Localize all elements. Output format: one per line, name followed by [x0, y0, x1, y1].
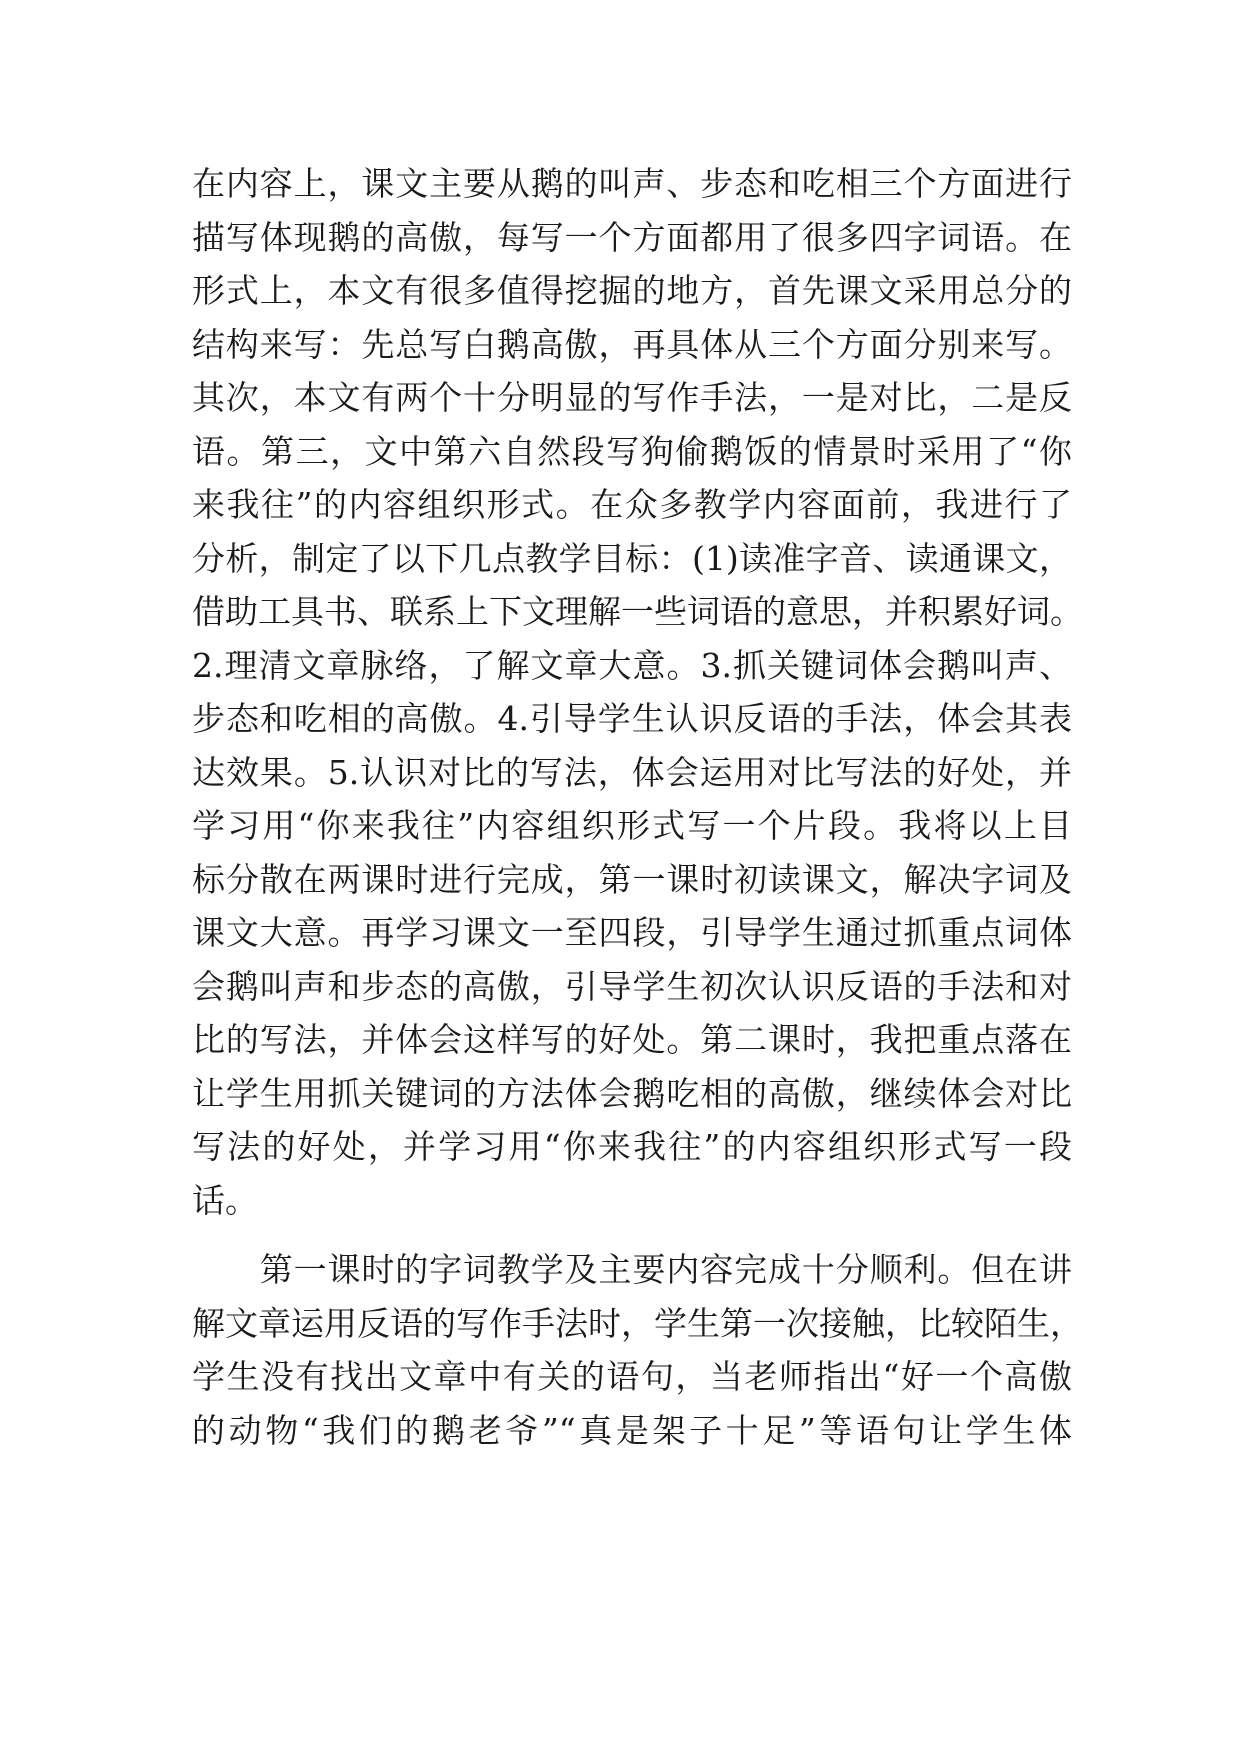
text-line: 让学生用抓关键词的方法体会鹅吃相的高傲，继续体会对比: [192, 1073, 1072, 1113]
text-line: 其次，本文有两个十分明显的写作手法，一是对比，二是反: [192, 378, 1072, 417]
paragraph-gap: [192, 1227, 1072, 1243]
text-line: 描写体现鹅的高傲，每写一个方面都用了很多四字词语。在: [192, 217, 1072, 257]
text-line: 学习用“你来我往”内容组织形式写一个片段。我将以上目: [192, 806, 1072, 845]
text-line: 借助工具书、联系上下文理解一些词语的意思，并积累好词。: [192, 592, 1083, 631]
text-line: 课文大意。再学习课文一至四段，引导学生通过抓重点词体: [192, 913, 1072, 952]
text-line: 来我往”的内容组织形式。在众多教学内容面前，我进行了: [192, 485, 1072, 524]
text-line: 标分散在两课时进行完成，第一课时初读课文，解决字词及: [192, 859, 1072, 899]
text-line: 的动物“我们的鹅老爷”“真是架子十足”等语句让学生体: [192, 1410, 1072, 1450]
body-text: [192, 157, 1083, 1457]
text-line: 会鹅叫声和步态的高傲，引导学生初次认识反语的手法和对: [192, 966, 1072, 1006]
text-line: 分析，制定了以下几点教学目标：(1)读准字音、读通课文，: [192, 538, 1072, 578]
text-line: 2.理清文章脉络，了解文章大意。3.抓关键词体会鹅叫声、: [192, 645, 1072, 685]
text-line: 学生没有找出文章中有关的语句，当老师指出“好一个高傲: [192, 1357, 1072, 1396]
text-line: 达效果。5.认识对比的写法，体会运用对比写法的好处，并: [192, 752, 1072, 792]
text-line: 结构来写：先总写白鹅高傲，再具体从三个方面分别来写。: [192, 324, 1072, 364]
text-line: 第一课时的字词教学及主要内容完成十分顺利。但在讲: [192, 1250, 1072, 1289]
text-line: 在内容上，课文主要从鹅的叫声、步态和吃相三个方面进行: [192, 164, 1072, 203]
text-line: 解文章运用反语的写作手法时，学生第一次接触，比较陌生，: [192, 1303, 1083, 1343]
paragraph-1: [192, 157, 1083, 1227]
text-line: 写法的好处，并学习用“你来我往”的内容组织形式写一段: [192, 1127, 1072, 1166]
text-line: 形式上，本文有很多值得挖掘的地方，首先课文采用总分的: [192, 271, 1072, 310]
text-line: 比的写法，并体会这样写的好处。第二课时，我把重点落在: [192, 1020, 1072, 1059]
text-line: 步态和吃相的高傲。4.引导学生认识反语的手法，体会其表: [192, 699, 1072, 738]
text-line: 话。: [192, 1180, 258, 1220]
text-line: 语。第三，文中第六自然段写狗偷鹅饭的情景时采用了“你: [192, 431, 1072, 471]
paragraph-2: [192, 1243, 1083, 1457]
